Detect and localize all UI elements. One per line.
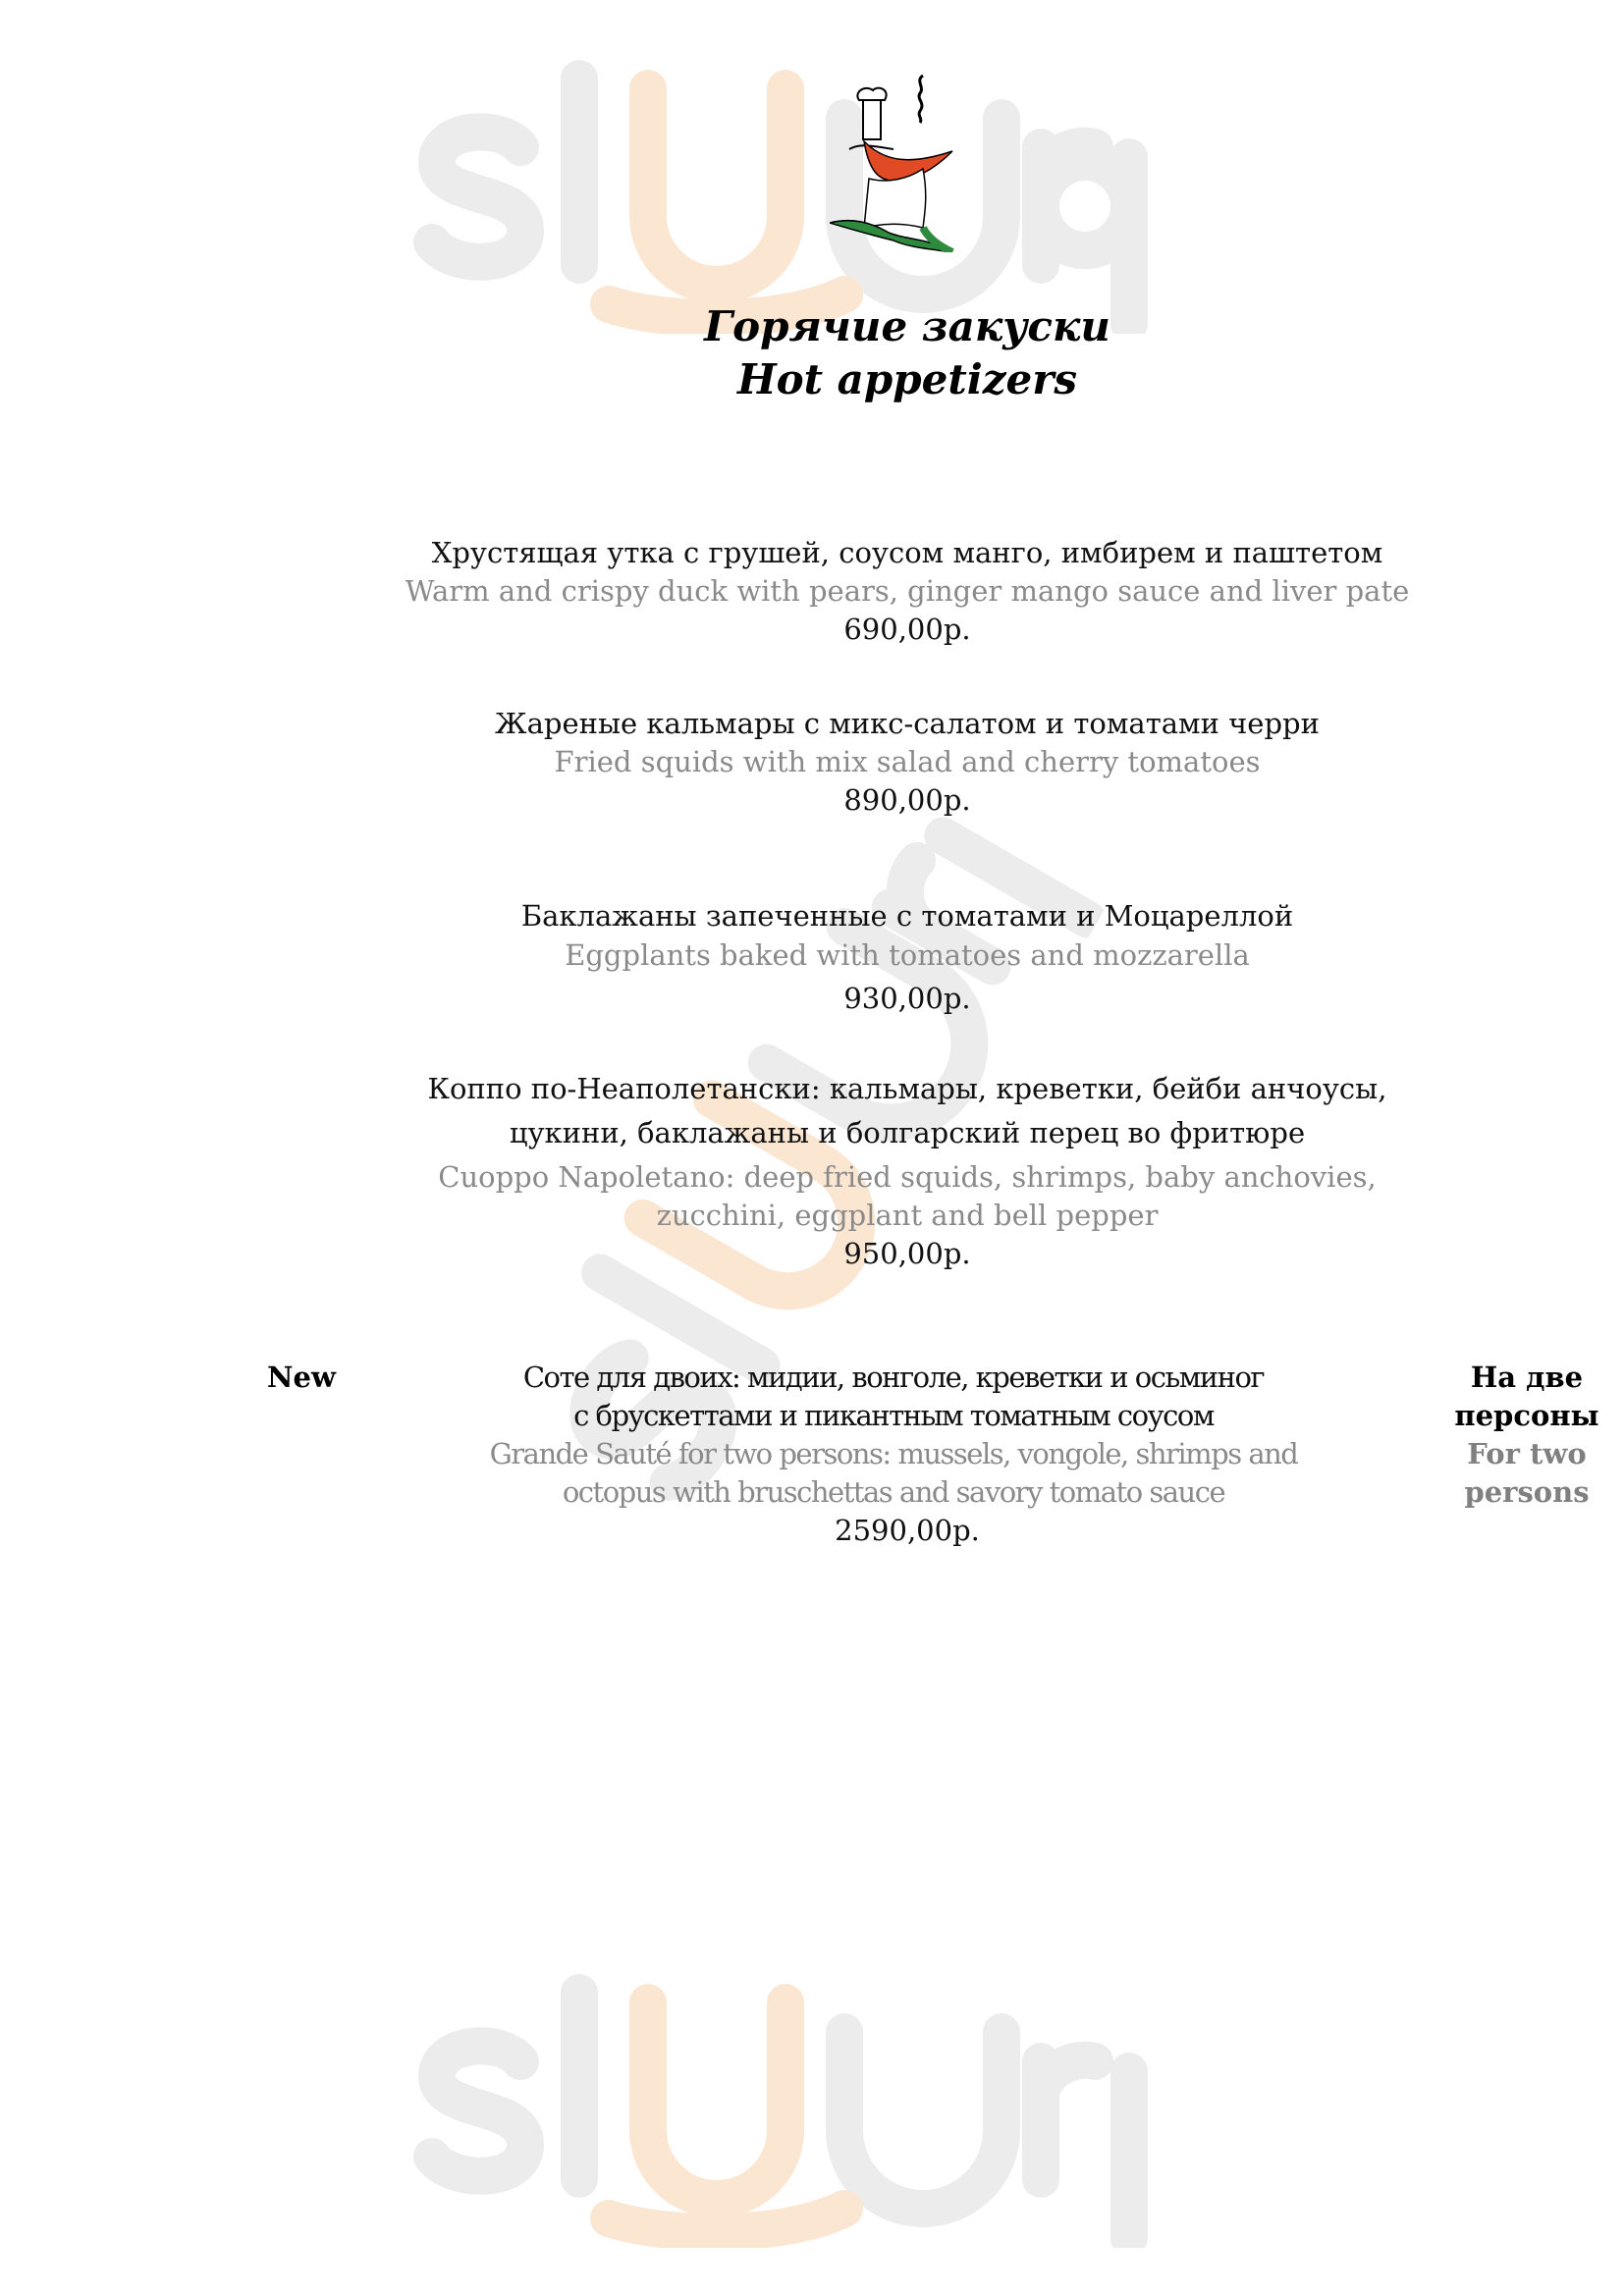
item-name-ru: Коппо по-Неаполетански: кальмары, креветки, бейби анчоусы, [427,1072,1387,1105]
section-title-ru: Горячие закуски [704,302,1110,350]
item-name-ru: Баклажаны запеченные с томатами и Моцареллой [520,899,1294,933]
item-price: 2590,00р. [835,1514,980,1547]
item-price: 930,00р. [843,982,971,1015]
item-name-ru: Хрустящая утка с грушей, соусом манго, имбирем и паштетом [431,536,1383,569]
item-price: 950,00р. [843,1237,971,1270]
item-name-en: octopus with bruschettas and savory tomato sauce [562,1475,1225,1509]
item-name-en: Fried squids with mix salad and cherry tomatoes [554,745,1261,778]
item-name-ru: с брускеттами и пикантным томатным соусом [573,1399,1214,1432]
watermark-bottom [412,1973,1237,2248]
item-name-en: zucchini, eggplant and bell pepper [656,1199,1159,1232]
item-name-en: Eggplants baked with tomatoes and mozzarella [565,938,1250,972]
serving-note-line: персоны [1454,1399,1599,1432]
item-price: 890,00р. [843,783,971,817]
watermark-top [412,59,1237,334]
item-name-en: Cuoppo Napoletano: deep fried squids, shrimps, baby anchovies, [438,1160,1377,1194]
serving-note-en [1443,1435,1610,1512]
item-name-en: Grande Sauté for two persons: mussels, vongole, shrimps and [489,1437,1298,1470]
item-price: 690,00р. [843,613,971,646]
serving-note-ru [1443,1359,1610,1435]
serving-note-line: For two [1467,1437,1587,1470]
section-title-en: Hot appetizers [736,355,1078,403]
item-name-en: Warm and crispy duck with pears, ginger mango sauce and liver pate [405,574,1410,608]
new-badge: New [267,1361,336,1394]
item-name-ru: цукини, баклажаны и болгарский перец во фритюре [509,1116,1306,1149]
chef-logo-icon [830,71,962,252]
item-name-ru: Соте для двоих: мидии, вонголе, креветки и осьминог [522,1361,1265,1394]
item-name-ru: Жареные кальмары с микс-салатом и томатами черри [495,707,1320,740]
serving-note-line: persons [1464,1475,1590,1509]
serving-note-line: На две [1470,1361,1584,1394]
